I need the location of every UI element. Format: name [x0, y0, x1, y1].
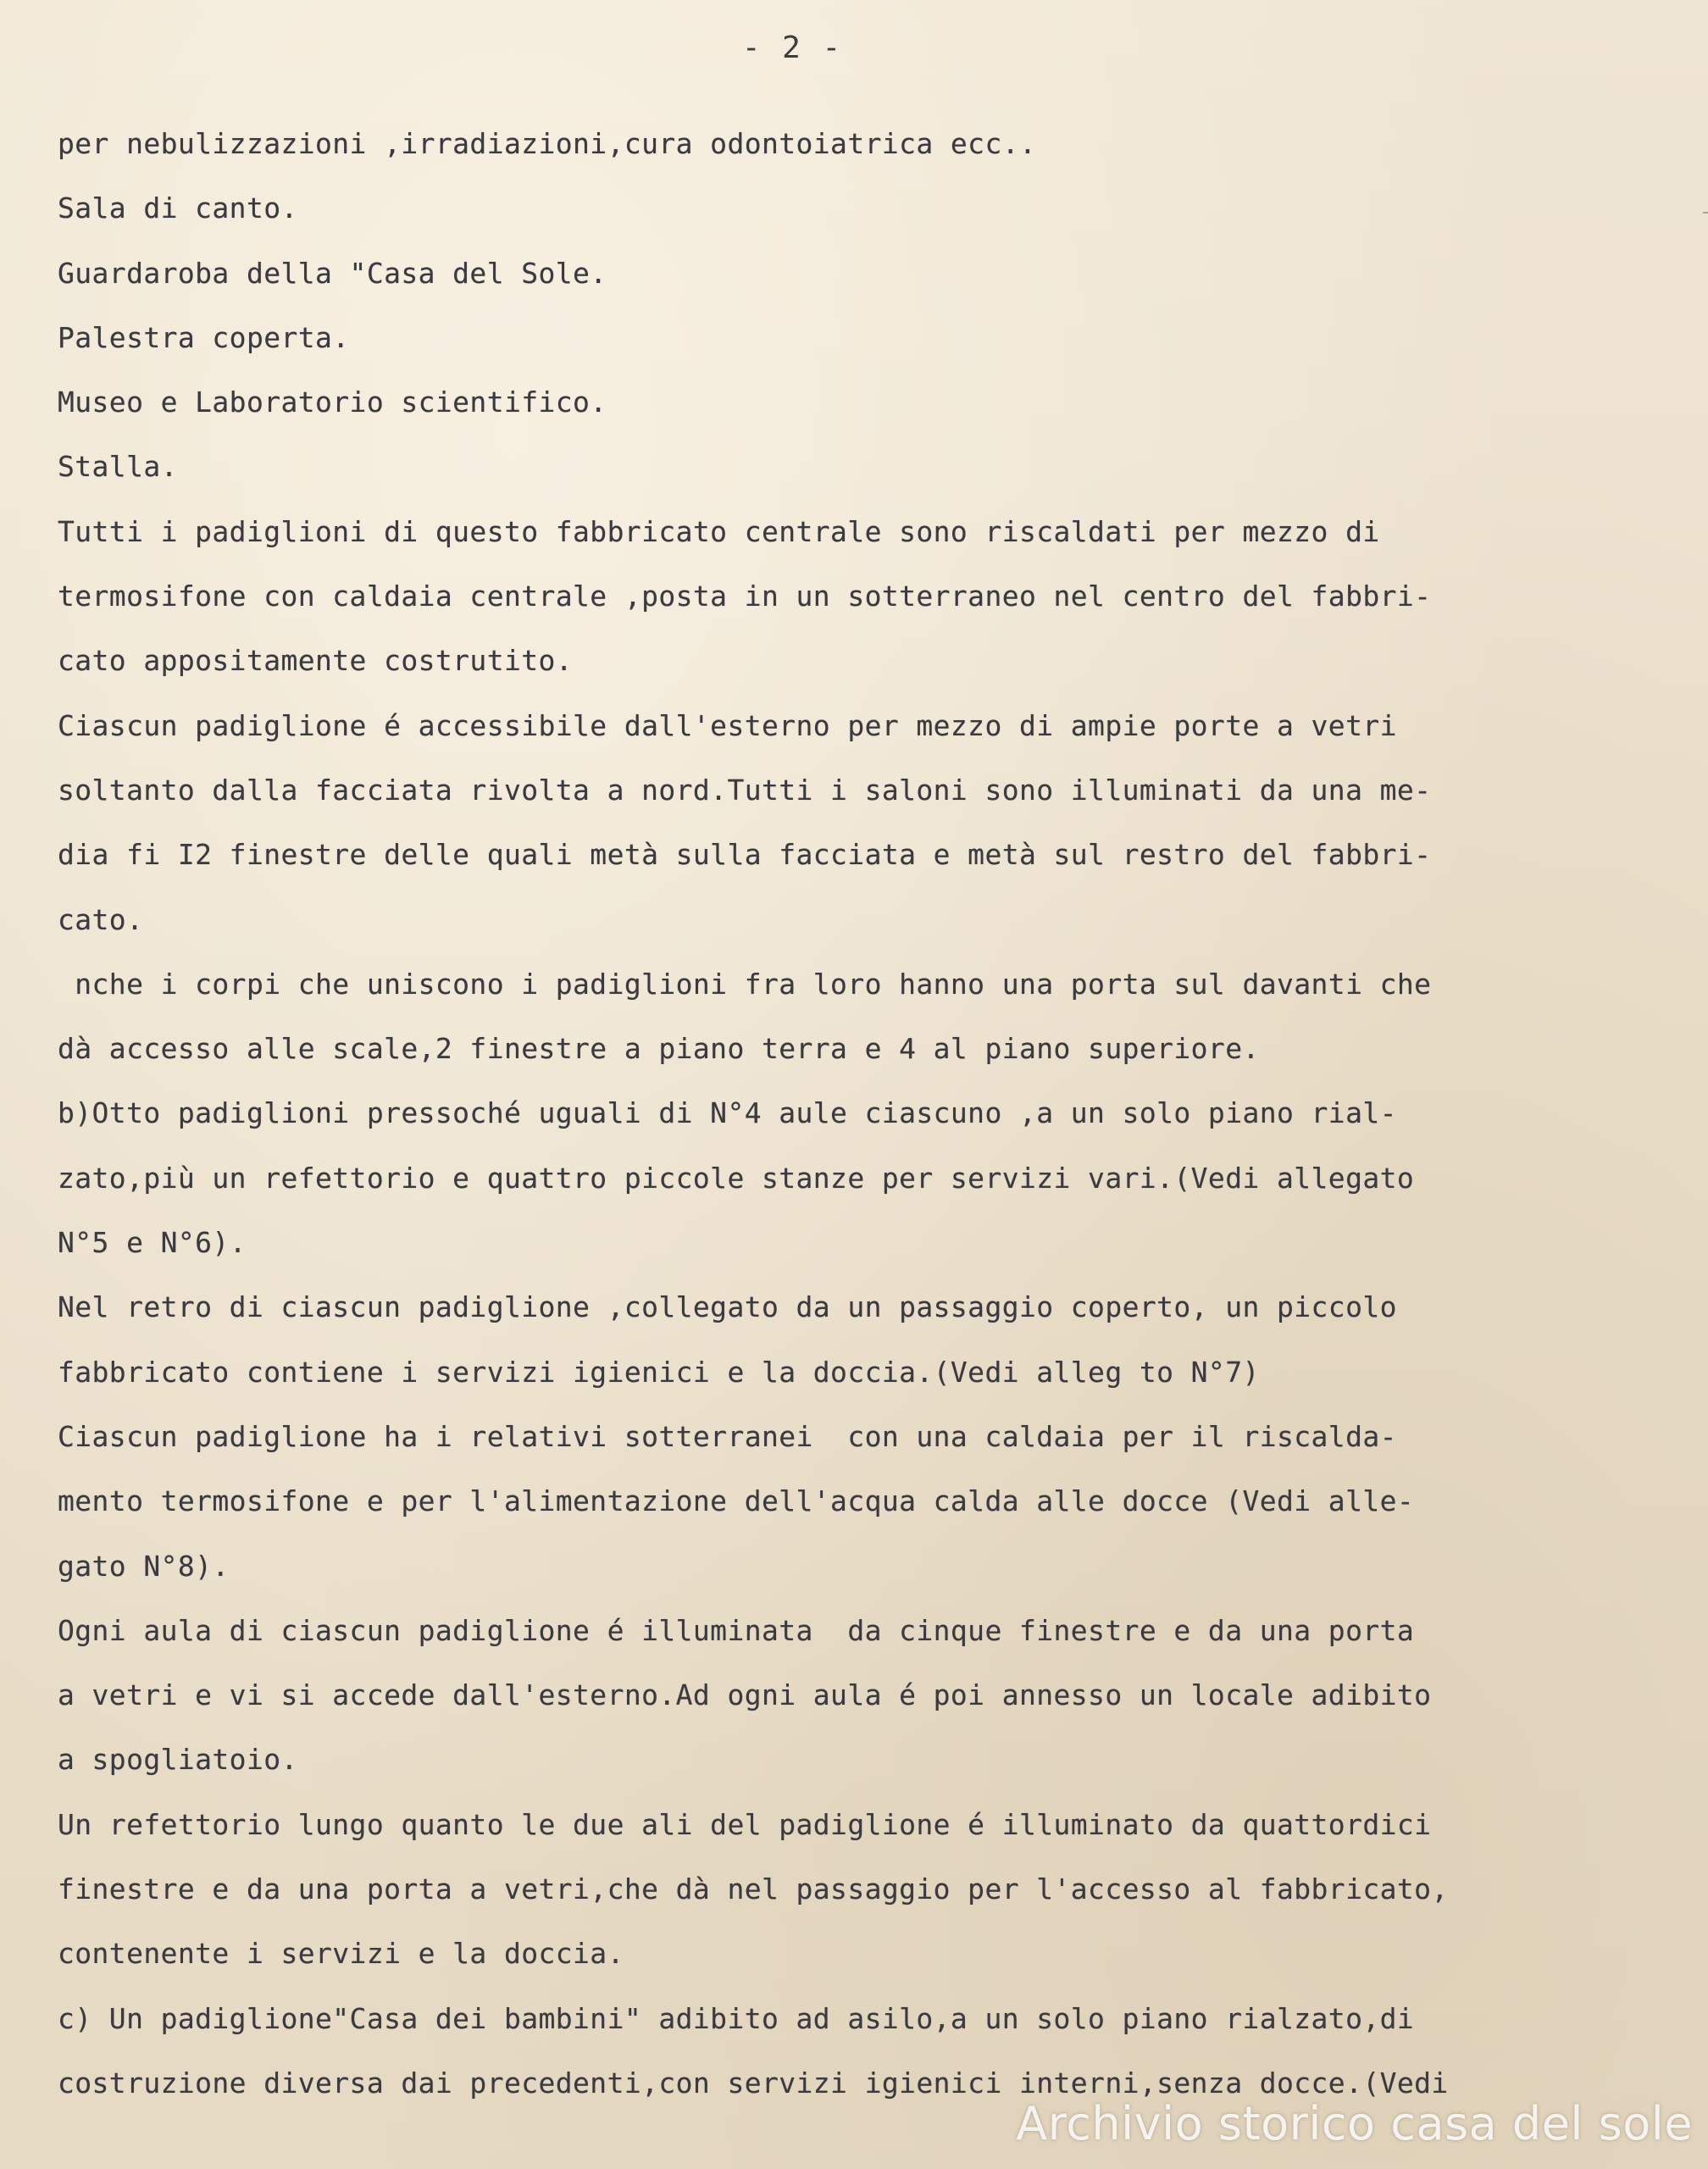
text-line: finestre e da una porta a vetri,che dà nel passaggio per l'accesso al fabbricato,: [58, 1872, 1449, 1906]
text-line: mento termosifone e per l'alimentazione dell'acqua calda alle docce (Vedi alle-: [58, 1484, 1415, 1518]
text-line: Stalla.: [58, 450, 178, 484]
text-line: fabbricato contiene i servizi igienici e la doccia.(Vedi alleg to N°7): [58, 1355, 1260, 1389]
text-line: termosifone con caldaia centrale ,posta in un sotterraneo nel centro del fabbri-: [58, 580, 1432, 613]
text-line: a spogliatoio.: [58, 1743, 298, 1777]
text-line: cato appositamente costrutito.: [58, 644, 574, 678]
text-line: per nebulizzazioni ,irradiazioni,cura odontoiatrica ecc..: [58, 127, 1037, 160]
text-line: Museo e Laboratorio scientifico.: [58, 386, 607, 419]
archive-watermark: Archivio storico casa del sole: [1016, 2097, 1693, 2150]
text-line: c) Un padiglione"Casa dei bambini" adibito ad asilo,a un solo piano rialzato,di: [58, 2001, 1415, 2035]
text-line: Tutti i padiglioni di questo fabbricato centrale sono riscaldati per mezzo di: [58, 514, 1380, 548]
document-body: [58, 112, 1642, 2116]
text-line: Nel retro di ciascun padiglione ,collegato da un passaggio coperto, un piccolo: [58, 1290, 1397, 1324]
text-line: zato,più un refettorio e quattro piccole stanze per servizi vari.(Vedi allegato: [58, 1161, 1415, 1195]
text-line: a vetri e vi si accede dall'esterno.Ad ogni aula é poi annesso un locale adibito: [58, 1678, 1432, 1712]
scan-mark: [1703, 212, 1708, 214]
text-line: gato N°8).: [58, 1549, 230, 1583]
text-line: Un refettorio lungo quanto le due ali del padiglione é illuminato da quattordici: [58, 1807, 1432, 1841]
text-line: Ciascun padiglione ha i relativi sotterranei con una caldaia per il riscalda-: [58, 1419, 1397, 1453]
text-line: Ogni aula di ciascun padiglione é illuminata da cinque finestre e da una porta: [58, 1613, 1415, 1647]
text-line: soltanto dalla facciata rivolta a nord.Tutti i saloni sono illuminati da una me-: [58, 773, 1432, 807]
text-line: costruzione diversa dai precedenti,con servizi igienici interni,senza docce.(Vedi: [58, 2066, 1449, 2100]
text-line: cato.: [58, 902, 144, 936]
text-line: nche i corpi che uniscono i padiglioni fra loro hanno una porta sul davanti che: [58, 967, 1432, 1001]
text-line: Guardaroba della "Casa del Sole.: [58, 256, 607, 290]
text-line: Palestra coperta.: [58, 320, 350, 354]
text-line: dà accesso alle scale,2 finestre a piano terra e 4 al piano superiore.: [58, 1032, 1260, 1066]
text-line: contenente i servizi e la doccia.: [58, 1937, 624, 1971]
page-number: - 2 -: [741, 31, 843, 65]
text-line: N°5 e N°6).: [58, 1226, 247, 1260]
text-line: b)Otto padiglioni pressoché uguali di N°4 aule ciascuno ,a un solo piano rial-: [58, 1096, 1397, 1130]
text-line: Sala di canto.: [58, 191, 298, 225]
text-line: dia fi I2 finestre delle quali metà sulla facciata e metà sul restro del fabbri-: [58, 838, 1432, 872]
text-line: Ciascun padiglione é accessibile dall'esterno per mezzo di ampie porte a vetri: [58, 708, 1397, 742]
